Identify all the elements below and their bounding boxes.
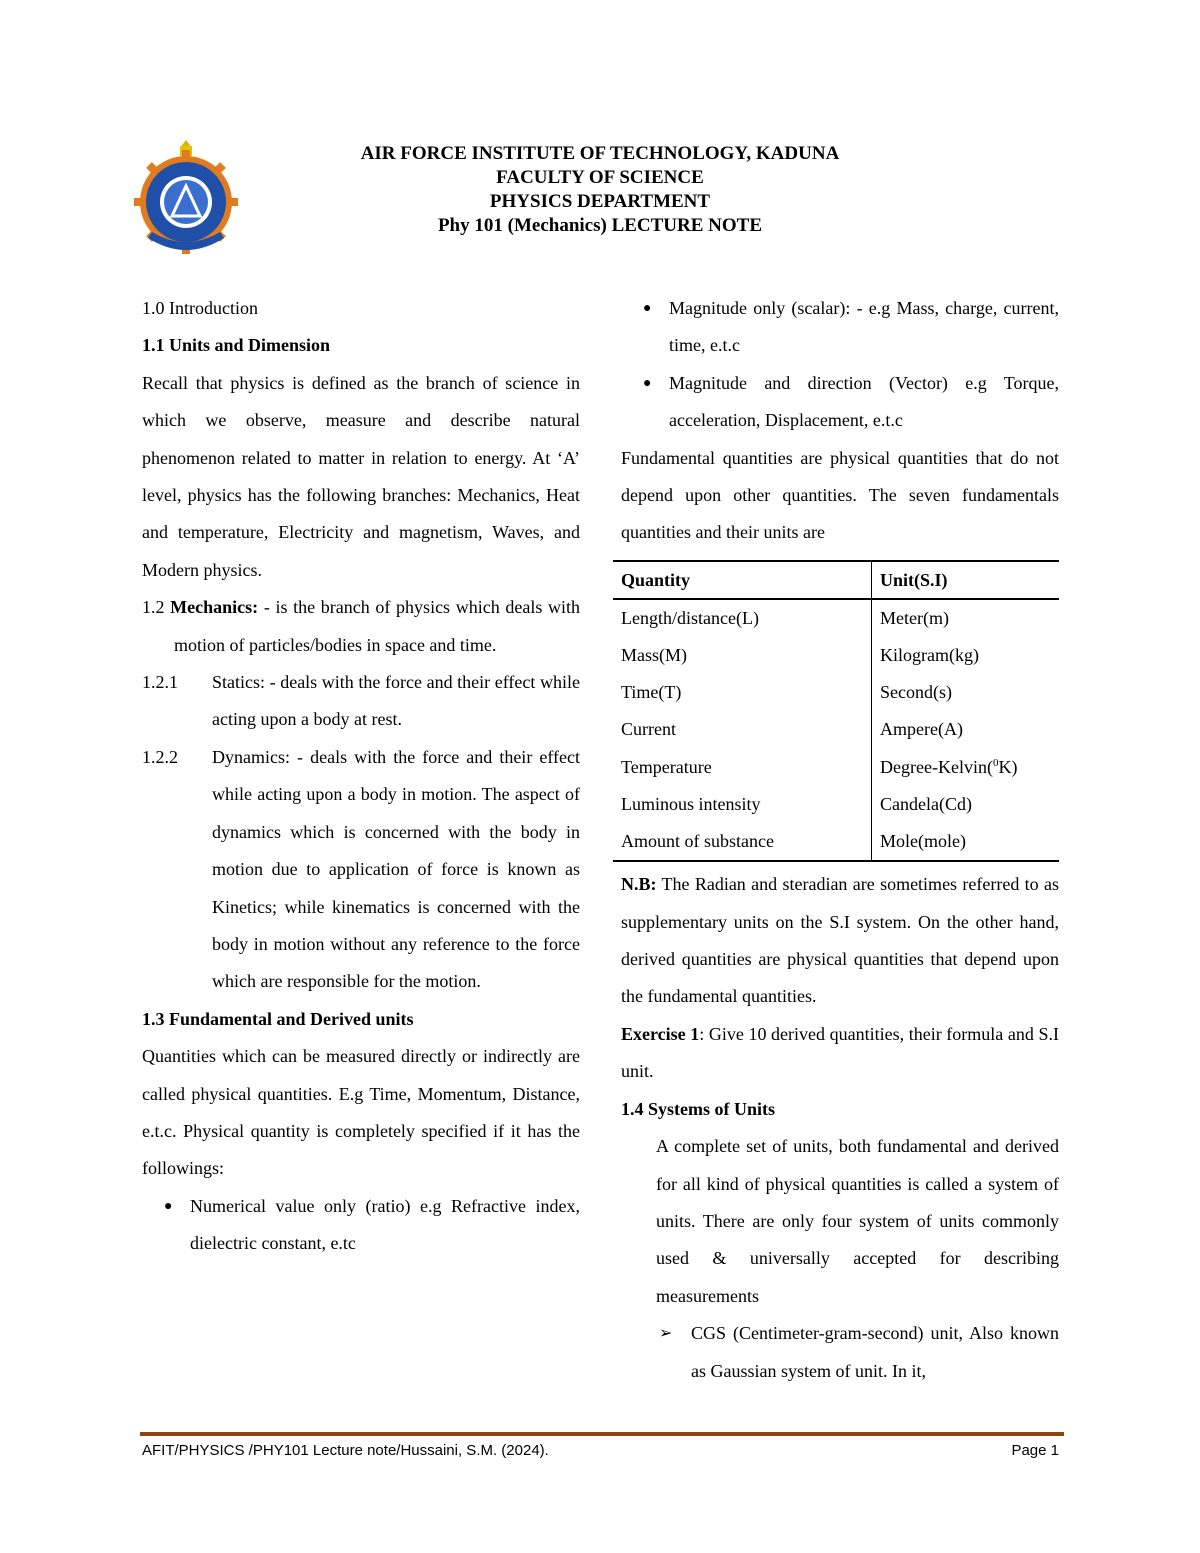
paragraph-systems-of-units: A complete set of units, both fundamental and derived for all kind of physical quantities is called a system of units. There are only four system of units commonly used & universally accepted for describing measurements [656, 1136, 1059, 1306]
table-row [613, 749, 1059, 786]
table-cell: Second(s) [880, 682, 952, 703]
institute-name: AIR FORCE INSTITUTE OF TECHNOLOGY, KADUNA [360, 143, 840, 164]
table-cell [872, 749, 1060, 786]
note-text: The Radian and steradian are sometimes referred to as supplementary units on the S.I system. On the other hand, derived quantities are physical quantities that depend upon the fundamental quantities. [621, 874, 1059, 1007]
table-row [613, 637, 1059, 674]
paragraph-physical-quantities: Quantities which can be measured directly or indirectly are called physical quantities. E.g Time, Momentum, Distance, e.t.c. Physical quantity is completely specified if it has the followings: [142, 1046, 580, 1179]
unit-superscript: 0 [992, 756, 999, 769]
subsection-text: Dynamics: - deals with the force and their effect while acting upon a body in motion. The aspect of dynamics which is concerned with the body in motion due to application of force is known as Kinetics; while kinematics is concerned with the body in motion without any reference to the force which are responsible for the motion. [212, 746, 580, 992]
unit-suffix: K) [998, 756, 1018, 777]
table-row [613, 674, 1059, 711]
exercise-label: Exercise 1 [621, 1023, 700, 1044]
mechanics-definition: - is the branch of physics which deals with motion of particles/bodies in space and time. [174, 597, 581, 655]
table-cell: Meter(m) [880, 607, 949, 628]
column-header-quantity: Quantity [613, 561, 872, 599]
paragraph-exercise [621, 1016, 1059, 1091]
list-item [142, 1188, 580, 1263]
table-cell: Mole(mole) [872, 823, 1060, 861]
table-cell: Amount of substance [613, 823, 872, 861]
table-cell: Current [613, 711, 872, 748]
right-column [621, 290, 1059, 1390]
paragraph-units-dimension: Recall that physics is defined as the branch of science in which we observe, measure and describe natural phenomenon related to matter in relation to energy. At ‘A’ level, physics has the following branches: Mechanics, Heat and temperature, Electricity and magnetism, Waves, and Modern physics. [142, 372, 580, 580]
table-cell: Candela(Cd) [880, 793, 972, 814]
column-header-unit: Unit(S.I) [872, 561, 1060, 599]
left-column [142, 290, 580, 1263]
fundamental-quantities-table [613, 560, 1059, 862]
note-label: N.B: [621, 874, 657, 895]
subsection-number: 1.2.2 [142, 746, 178, 767]
footer-divider [140, 1432, 1064, 1436]
unit-prefix: Degree-Kelvin( [880, 756, 993, 777]
paragraph-fundamental-quantities: Fundamental quantities are physical quantities that do not depend upon other quantities. The seven fundamentals quantities and their units are [621, 447, 1059, 543]
table-cell: Length/distance(L) [613, 599, 872, 637]
table-cell: Kilogram(kg) [880, 645, 979, 666]
page-footer [142, 1442, 1059, 1459]
institute-crest-logo [134, 140, 238, 258]
subsection-number: 1.2.1 [142, 672, 178, 693]
right-arrowhead-bullet-icon: ➢ [659, 1325, 673, 1343]
table-row [613, 823, 1059, 861]
list-item-text: CGS (Centimeter-gram-second) unit, Also known as Gaussian system of unit. In it, [691, 1323, 1059, 1381]
list-item [621, 290, 1059, 365]
subsection-dynamics [142, 739, 580, 1001]
table-row [613, 711, 1059, 748]
page-number: Page 1 [1011, 1442, 1059, 1459]
filled-circle-bullet-icon: ● [164, 1198, 173, 1214]
course-title: Phy 101 (Mechanics) LECTURE NOTE [437, 215, 763, 236]
paragraph-note [621, 866, 1059, 1016]
filled-circle-bullet-icon: ● [643, 301, 652, 316]
department-name: PHYSICS DEPARTMENT [489, 191, 711, 212]
table-row [613, 786, 1059, 823]
table-header-row [613, 561, 1059, 599]
table-cell: Mass(M) [613, 637, 872, 674]
document-header [300, 142, 900, 238]
subsection-text: Statics: - deals with the force and their effect while acting upon a body at rest. [212, 672, 580, 730]
list-item [621, 365, 1059, 440]
exercise-text: : Give 10 derived quantities, their formula and S.I unit. [621, 1023, 1059, 1082]
table-cell: Temperature [613, 749, 872, 786]
intro-heading: 1.0 Introduction [142, 298, 258, 318]
table-cell: Time(T) [613, 674, 872, 711]
list-item-text: Magnitude and direction (Vector) e.g Torque, acceleration, Displacement, e.t.c [669, 372, 1059, 431]
list-item [621, 1315, 1059, 1390]
section-heading-1-1: 1.1 Units and Dimension [142, 335, 331, 356]
list-item-text: Magnitude only (scalar): - e.g Mass, charge, current, time, e.t.c [669, 298, 1059, 356]
footer-citation: AFIT/PHYSICS /PHY101 Lecture note/Hussaini, S.M. (2024). [142, 1442, 549, 1459]
table-row [613, 599, 1059, 637]
paragraph-mechanics [142, 589, 580, 664]
subsection-statics [142, 664, 580, 739]
section-heading-1-4: 1.4 Systems of Units [621, 1098, 776, 1119]
filled-circle-bullet-icon: ● [643, 375, 652, 391]
table-cell: Ampere(A) [880, 719, 963, 740]
table-cell: Luminous intensity [613, 786, 872, 823]
faculty-name: FACULTY OF SCIENCE [496, 167, 704, 188]
list-item-text: Numerical value only (ratio) e.g Refractive index, dielectric constant, e.tc [190, 1195, 580, 1254]
section-number-1-2: 1.2 [142, 597, 165, 618]
section-heading-1-3: 1.3 Fundamental and Derived units [142, 1008, 414, 1029]
mechanics-term: Mechanics: [170, 597, 259, 618]
